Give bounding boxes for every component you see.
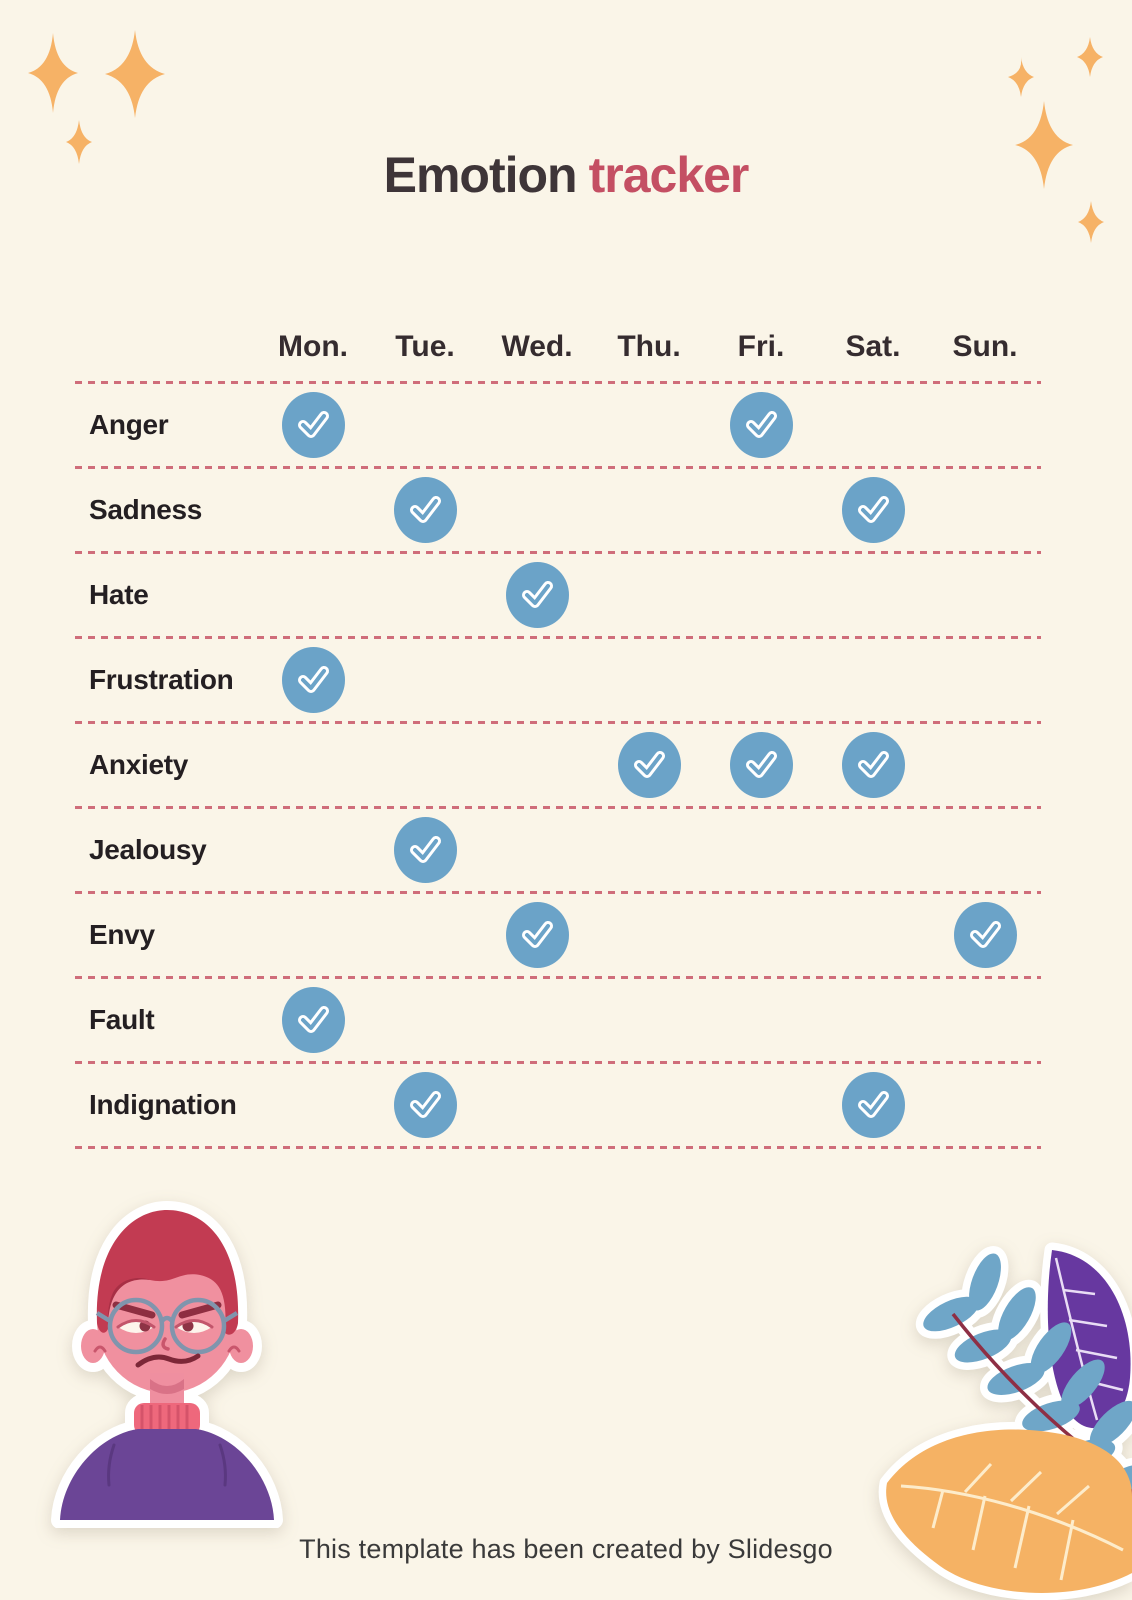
emotion-tracker-table <box>75 312 1041 1147</box>
orange-leaf <box>886 1430 1132 1593</box>
check-icon <box>739 403 783 447</box>
check-circle <box>730 732 793 798</box>
day-cell[interactable] <box>257 467 369 552</box>
day-cell[interactable] <box>593 807 705 892</box>
check-icon <box>851 1083 895 1127</box>
day-cell[interactable] <box>593 722 705 807</box>
day-cell[interactable] <box>481 1062 593 1147</box>
day-cell[interactable] <box>705 977 817 1062</box>
emotion-row <box>75 1062 1041 1147</box>
check-circle <box>282 647 345 713</box>
emotion-row <box>75 552 1041 637</box>
check-circle <box>394 817 457 883</box>
page-title <box>0 146 1132 204</box>
day-cell[interactable] <box>481 722 593 807</box>
day-cell[interactable] <box>817 977 929 1062</box>
day-cell[interactable] <box>369 382 481 467</box>
check-circle <box>954 902 1017 968</box>
day-cell[interactable] <box>705 467 817 552</box>
day-cell[interactable] <box>929 977 1041 1062</box>
check-circle <box>842 1072 905 1138</box>
day-cell[interactable] <box>481 467 593 552</box>
day-cell[interactable] <box>817 1062 929 1147</box>
check-icon <box>627 743 671 787</box>
day-cell[interactable] <box>929 382 1041 467</box>
day-header: Fri. <box>737 330 785 363</box>
emotion-label: Envy <box>89 918 155 950</box>
emotion-row <box>75 637 1041 722</box>
check-icon <box>851 743 895 787</box>
day-cell[interactable] <box>257 977 369 1062</box>
emotion-label: Frustration <box>89 663 234 695</box>
day-cell[interactable] <box>705 552 817 637</box>
check-icon <box>515 573 559 617</box>
check-circle <box>394 477 457 543</box>
day-header: Mon. <box>278 330 348 363</box>
day-cell[interactable] <box>257 722 369 807</box>
check-icon <box>739 743 783 787</box>
day-cell[interactable] <box>257 552 369 637</box>
emotion-row <box>75 722 1041 807</box>
day-header: Sun. <box>952 330 1018 363</box>
emotion-row <box>75 977 1041 1062</box>
emotion-row <box>75 807 1041 892</box>
day-cell[interactable] <box>257 382 369 467</box>
day-cell[interactable] <box>593 977 705 1062</box>
emotion-label: Fault <box>89 1003 155 1035</box>
day-cell[interactable] <box>817 892 929 977</box>
emotion-label: Anger <box>89 408 169 440</box>
check-icon <box>515 913 559 957</box>
day-cell[interactable] <box>705 1062 817 1147</box>
check-icon <box>291 658 335 702</box>
day-cell[interactable] <box>369 807 481 892</box>
day-cell[interactable] <box>817 807 929 892</box>
check-icon <box>403 828 447 872</box>
day-cell[interactable] <box>593 892 705 977</box>
emotion-row <box>75 892 1041 977</box>
day-cell[interactable] <box>705 892 817 977</box>
footer-credit: This template has been created by Slidesgo <box>299 1534 833 1564</box>
day-header: Tue. <box>395 330 455 363</box>
emotion-label: Sadness <box>89 493 203 525</box>
day-cell[interactable] <box>929 467 1041 552</box>
day-cell[interactable] <box>257 807 369 892</box>
day-cell[interactable] <box>481 977 593 1062</box>
emotion-row <box>75 467 1041 552</box>
day-cell[interactable] <box>257 892 369 977</box>
day-cell[interactable] <box>929 807 1041 892</box>
emotion-row <box>75 382 1041 467</box>
day-header: Thu. <box>617 330 681 363</box>
day-cell[interactable] <box>257 1062 369 1147</box>
tracker-rows <box>75 382 1041 1147</box>
check-icon <box>963 913 1007 957</box>
day-cell[interactable] <box>593 637 705 722</box>
day-cell[interactable] <box>593 552 705 637</box>
day-cell[interactable] <box>593 467 705 552</box>
day-cell[interactable] <box>593 1062 705 1147</box>
day-cell[interactable] <box>593 382 705 467</box>
day-header: Wed. <box>501 330 573 363</box>
day-cell[interactable] <box>481 892 593 977</box>
day-cell[interactable] <box>705 382 817 467</box>
annoyed-boy-illustration <box>38 1183 296 1528</box>
day-cell[interactable] <box>481 382 593 467</box>
check-circle <box>618 732 681 798</box>
check-circle <box>282 987 345 1053</box>
check-circle <box>506 902 569 968</box>
emotion-label: Anxiety <box>89 748 189 780</box>
day-cell[interactable] <box>929 637 1041 722</box>
check-icon <box>291 403 335 447</box>
check-circle <box>282 392 345 458</box>
day-cell[interactable] <box>369 467 481 552</box>
day-cell[interactable] <box>369 722 481 807</box>
day-cell[interactable] <box>705 722 817 807</box>
check-icon <box>851 488 895 532</box>
day-cell[interactable] <box>705 637 817 722</box>
emotion-label: Jealousy <box>89 833 207 865</box>
check-circle <box>730 392 793 458</box>
check-icon <box>403 1083 447 1127</box>
day-cell[interactable] <box>817 722 929 807</box>
day-cell[interactable] <box>817 467 929 552</box>
check-circle <box>506 562 569 628</box>
check-circle <box>842 732 905 798</box>
day-cell[interactable] <box>369 977 481 1062</box>
day-cell[interactable] <box>257 637 369 722</box>
sparkles-top-right-icon <box>955 35 1132 250</box>
day-cell[interactable] <box>369 637 481 722</box>
check-circle <box>842 477 905 543</box>
day-header-row <box>75 312 1041 382</box>
check-circle <box>394 1072 457 1138</box>
day-cell[interactable] <box>817 382 929 467</box>
day-header: Sat. <box>845 330 901 363</box>
check-icon <box>403 488 447 532</box>
day-cell[interactable] <box>929 722 1041 807</box>
day-cell[interactable] <box>481 637 593 722</box>
day-cell[interactable] <box>369 552 481 637</box>
day-cell[interactable] <box>481 807 593 892</box>
day-cell[interactable] <box>929 1062 1041 1147</box>
day-cell[interactable] <box>817 552 929 637</box>
check-icon <box>291 998 335 1042</box>
day-cell[interactable] <box>929 892 1041 977</box>
day-cell[interactable] <box>817 637 929 722</box>
emotion-label: Hate <box>89 578 149 610</box>
day-cell[interactable] <box>481 552 593 637</box>
day-cell[interactable] <box>369 892 481 977</box>
title-accent: tracker <box>588 147 749 203</box>
title-primary: Emotion <box>383 147 577 203</box>
day-cell[interactable] <box>705 807 817 892</box>
day-cell[interactable] <box>369 1062 481 1147</box>
day-cell[interactable] <box>929 552 1041 637</box>
emotion-label: Indignation <box>89 1088 237 1120</box>
